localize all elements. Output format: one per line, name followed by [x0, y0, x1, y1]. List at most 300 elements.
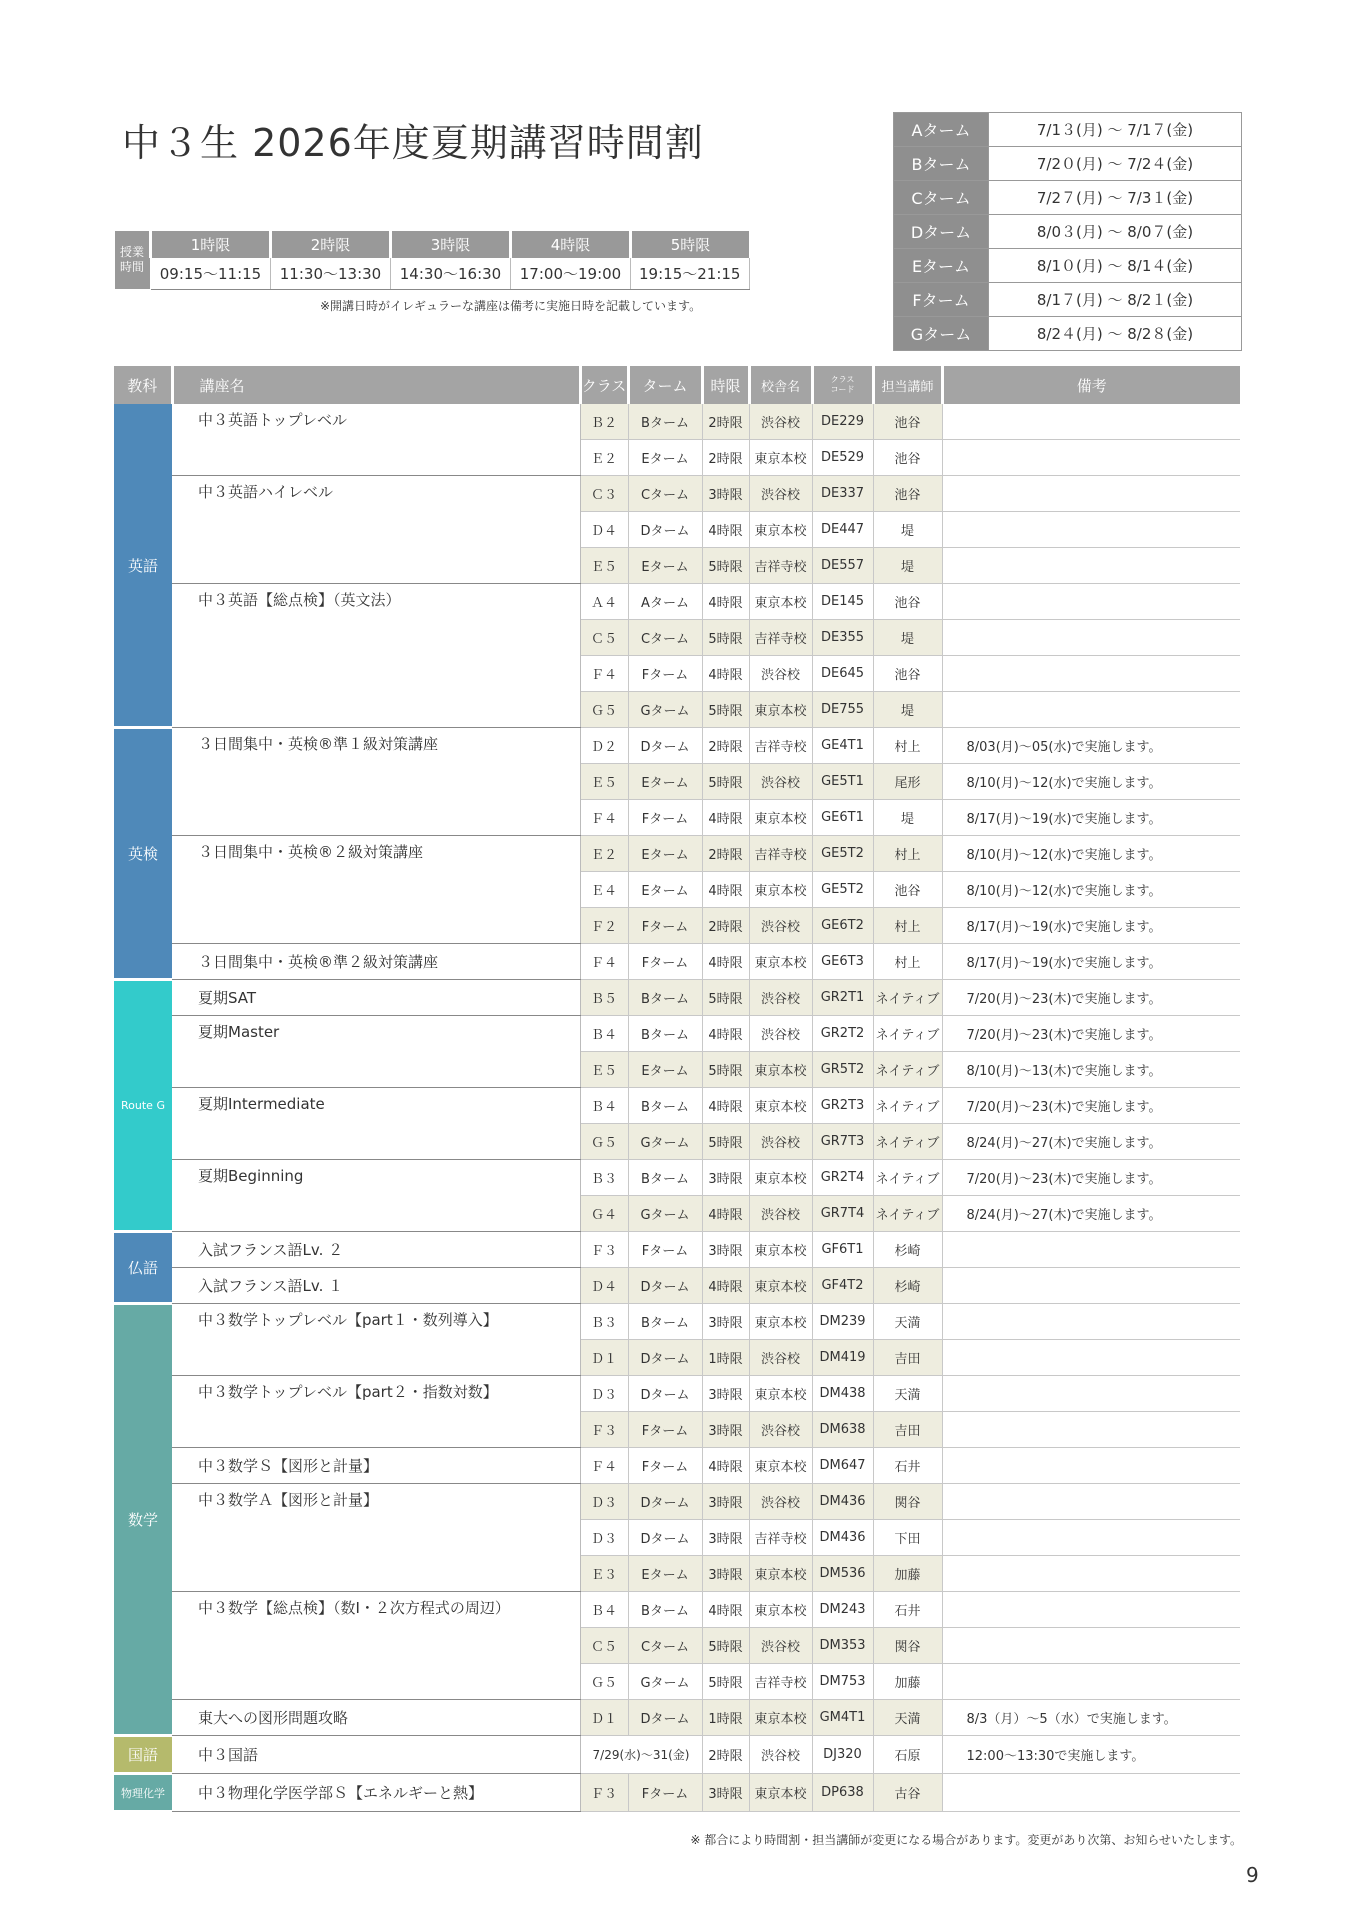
class-cell: Ｄ３ — [580, 1484, 628, 1520]
class-cell: Ｄ３ — [580, 1520, 628, 1556]
teacher-cell: ネイティブ — [873, 1196, 942, 1232]
note-cell — [942, 1376, 1240, 1412]
school-cell: 東京本校 — [749, 1268, 812, 1304]
term-cell: Eターム — [628, 548, 702, 584]
school-cell: 東京本校 — [749, 1304, 812, 1340]
term-cell: Fターム — [628, 908, 702, 944]
period-cell: 2時限 — [702, 728, 749, 764]
subject-cell: 仏語 — [114, 1232, 172, 1304]
teacher-cell: 石原 — [873, 1736, 942, 1774]
code-cell: DM647 — [812, 1448, 873, 1484]
table-row — [114, 404, 1240, 440]
school-cell: 渋谷校 — [749, 1736, 812, 1774]
class-cell: Ｆ４ — [580, 944, 628, 980]
term-cell: Dターム — [628, 1268, 702, 1304]
code-cell: GE6T1 — [812, 800, 873, 836]
course-name: 中３英語【総点検】（英文法） — [172, 584, 580, 728]
term-cell: Fターム — [628, 1232, 702, 1268]
code-cell: DE145 — [812, 584, 873, 620]
period-cell: 3時限 — [702, 1160, 749, 1196]
note-cell: 8/10(月)〜12(水)で実施します。 — [942, 872, 1240, 908]
school-cell: 東京本校 — [749, 1376, 812, 1412]
class-cell: Ｄ３ — [580, 1376, 628, 1412]
header-subject: 教科 — [114, 366, 172, 404]
period-4-time: 17:00〜19:00 — [511, 258, 631, 290]
note-cell — [942, 1412, 1240, 1448]
school-cell: 東京本校 — [749, 584, 812, 620]
school-cell: 東京本校 — [749, 944, 812, 980]
class-cell: Ｅ２ — [580, 836, 628, 872]
school-cell: 吉祥寺校 — [749, 1664, 812, 1700]
term-row — [894, 249, 1242, 283]
class-cell: Ｄ４ — [580, 1268, 628, 1304]
class-cell: Ｇ４ — [580, 1196, 628, 1232]
class-cell: Ｆ３ — [580, 1412, 628, 1448]
class-cell: Ｂ２ — [580, 404, 628, 440]
school-cell: 東京本校 — [749, 1774, 812, 1812]
period-2-name: 2時限 — [271, 231, 391, 258]
school-cell: 渋谷校 — [749, 980, 812, 1016]
note-cell — [942, 1340, 1240, 1376]
code-cell: DM753 — [812, 1664, 873, 1700]
teacher-cell: 古谷 — [873, 1774, 942, 1812]
code-cell: DM239 — [812, 1304, 873, 1340]
course-name: 東大への図形問題攻略 — [172, 1700, 580, 1736]
class-cell: Ｄ１ — [580, 1700, 628, 1736]
table-row — [114, 1160, 1240, 1196]
code-cell: GM4T1 — [812, 1700, 873, 1736]
teacher-cell: 池谷 — [873, 440, 942, 476]
term-row — [894, 317, 1242, 351]
course-name: 中３数学【総点検】（数Ⅰ・２次方程式の周辺） — [172, 1592, 580, 1700]
term-cell: Eターム — [628, 872, 702, 908]
teacher-cell: 吉田 — [873, 1340, 942, 1376]
school-cell: 渋谷校 — [749, 404, 812, 440]
period-cell: 5時限 — [702, 692, 749, 728]
term-cell: Eターム — [628, 1052, 702, 1088]
page-number: 9 — [1246, 1863, 1259, 1887]
class-cell: Ｆ４ — [580, 1448, 628, 1484]
course-name: 中３国語 — [172, 1736, 580, 1774]
table-row — [114, 1268, 1240, 1304]
period-cell: 5時限 — [702, 1124, 749, 1160]
period-cell: 4時限 — [702, 1088, 749, 1124]
code-cell: DE529 — [812, 440, 873, 476]
term-row — [894, 181, 1242, 215]
teacher-cell: 池谷 — [873, 584, 942, 620]
period-cell: 4時限 — [702, 1016, 749, 1052]
period-cell: 2時限 — [702, 836, 749, 872]
teacher-cell: ネイティブ — [873, 1124, 942, 1160]
note-cell: 7/20(月)〜23(木)で実施します。 — [942, 1016, 1240, 1052]
class-cell: Ｆ４ — [580, 800, 628, 836]
table-row — [114, 1304, 1240, 1340]
term-cell: Fターム — [628, 1448, 702, 1484]
code-cell: DE355 — [812, 620, 873, 656]
note-cell — [942, 404, 1240, 440]
header-class-code — [812, 366, 873, 404]
period-cell: 4時限 — [702, 800, 749, 836]
teacher-cell: ネイティブ — [873, 1052, 942, 1088]
teacher-cell: 堤 — [873, 548, 942, 584]
course-name: 夏期Beginning — [172, 1160, 580, 1232]
course-name: 夏期SAT — [172, 980, 580, 1016]
code-cell: GF4T2 — [812, 1268, 873, 1304]
note-cell — [942, 1268, 1240, 1304]
code-cell: GE4T1 — [812, 728, 873, 764]
period-cell: 3時限 — [702, 1774, 749, 1812]
school-cell: 東京本校 — [749, 1448, 812, 1484]
code-cell: DM436 — [812, 1520, 873, 1556]
course-name: 中３英語ハイレベル — [172, 476, 580, 584]
period-cell: 4時限 — [702, 584, 749, 620]
period-table — [114, 230, 750, 290]
school-cell: 東京本校 — [749, 1232, 812, 1268]
code-cell: GR5T2 — [812, 1052, 873, 1088]
school-cell: 吉祥寺校 — [749, 548, 812, 584]
header-class: クラス — [580, 366, 628, 404]
teacher-cell: 石井 — [873, 1592, 942, 1628]
period-5-name: 5時限 — [631, 231, 750, 258]
class-cell: Ｃ５ — [580, 1628, 628, 1664]
note-cell — [942, 1556, 1240, 1592]
class-cell: Ｂ４ — [580, 1088, 628, 1124]
code-cell: GR2T3 — [812, 1088, 873, 1124]
period-cell: 4時限 — [702, 1196, 749, 1232]
term-range: 7/1３(月) 〜 7/1７(金) — [989, 113, 1242, 147]
table-row — [114, 1484, 1240, 1520]
code-cell: DE645 — [812, 656, 873, 692]
note-cell: 8/17(月)〜19(水)で実施します。 — [942, 908, 1240, 944]
term-cell: Cターム — [628, 1628, 702, 1664]
term-cell: Bターム — [628, 1592, 702, 1628]
class-cell: Ｄ２ — [580, 728, 628, 764]
teacher-cell: 堤 — [873, 800, 942, 836]
code-cell: GE5T2 — [812, 836, 873, 872]
course-name: 夏期Master — [172, 1016, 580, 1088]
course-name: ３日間集中・英検®２級対策講座 — [172, 836, 580, 944]
header-code-line2: コード — [830, 385, 855, 394]
term-cell: Dターム — [628, 1520, 702, 1556]
course-name: 中３英語トップレベル — [172, 404, 580, 476]
note-cell: 8/17(月)〜19(水)で実施します。 — [942, 944, 1240, 980]
term-cell: Bターム — [628, 404, 702, 440]
footer-note: ※ 都合により時間割・担当講師が変更になる場合があります。変更があり次第、お知らせいたします。 — [690, 1833, 1242, 1847]
term-row — [894, 147, 1242, 181]
teacher-cell: ネイティブ — [873, 1016, 942, 1052]
school-cell: 渋谷校 — [749, 1628, 812, 1664]
term-cell: Dターム — [628, 1484, 702, 1520]
period-1-name: 1時限 — [151, 231, 271, 258]
teacher-cell: 加藤 — [873, 1664, 942, 1700]
term-table — [893, 112, 1242, 351]
class-cell: Ｇ５ — [580, 692, 628, 728]
note-cell — [942, 656, 1240, 692]
table-row — [114, 1088, 1240, 1124]
teacher-cell: 尾形 — [873, 764, 942, 800]
note-cell — [942, 476, 1240, 512]
teacher-cell: 村上 — [873, 908, 942, 944]
school-cell: 東京本校 — [749, 1700, 812, 1736]
period-cell: 5時限 — [702, 1052, 749, 1088]
school-cell: 東京本校 — [749, 1160, 812, 1196]
teacher-cell: 池谷 — [873, 872, 942, 908]
term-cell: Gターム — [628, 1664, 702, 1700]
code-cell: DE447 — [812, 512, 873, 548]
table-row — [114, 1736, 1240, 1774]
period-cell: 3時限 — [702, 1412, 749, 1448]
school-cell: 東京本校 — [749, 1088, 812, 1124]
term-cell: Dターム — [628, 1700, 702, 1736]
teacher-cell: ネイティブ — [873, 980, 942, 1016]
school-cell: 東京本校 — [749, 872, 812, 908]
term-cell: Aターム — [628, 584, 702, 620]
school-cell: 渋谷校 — [749, 1196, 812, 1232]
period-cell: 3時限 — [702, 476, 749, 512]
term-cell: Cターム — [628, 620, 702, 656]
code-cell: DE337 — [812, 476, 873, 512]
period-1-time: 09:15〜11:15 — [151, 258, 271, 290]
note-cell: 8/24(月)〜27(木)で実施します。 — [942, 1196, 1240, 1232]
note-cell — [942, 1592, 1240, 1628]
school-cell: 東京本校 — [749, 512, 812, 548]
period-cell: 2時限 — [702, 404, 749, 440]
code-cell: DM436 — [812, 1484, 873, 1520]
period-label-line2: 時間 — [119, 259, 144, 274]
period-cell: 3時限 — [702, 1520, 749, 1556]
teacher-cell: 関谷 — [873, 1484, 942, 1520]
course-name: 入試フランス語Lv. １ — [172, 1268, 580, 1304]
code-cell: GR7T4 — [812, 1196, 873, 1232]
note-cell — [942, 1304, 1240, 1340]
term-range: 8/1０(月) 〜 8/1４(金) — [989, 249, 1242, 283]
period-cell: 4時限 — [702, 944, 749, 980]
note-cell: 8/17(月)〜19(水)で実施します。 — [942, 800, 1240, 836]
term-cell: Bターム — [628, 1304, 702, 1340]
term-cell: Gターム — [628, 1196, 702, 1232]
code-cell: GE6T3 — [812, 944, 873, 980]
term-cell: Eターム — [628, 836, 702, 872]
code-cell: DM638 — [812, 1412, 873, 1448]
class-cell: Ｃ５ — [580, 620, 628, 656]
note-cell: 8/3（月）〜5（水）で実施します。 — [942, 1700, 1240, 1736]
term-cell: Eターム — [628, 764, 702, 800]
course-name: 中３数学トップレベル【part１・数列導入】 — [172, 1304, 580, 1376]
period-cell: 2時限 — [702, 440, 749, 476]
note-cell — [942, 1664, 1240, 1700]
note-cell — [942, 440, 1240, 476]
term-row — [894, 113, 1242, 147]
term-range: 8/2４(月) 〜 8/2８(金) — [989, 317, 1242, 351]
school-cell: 渋谷校 — [749, 476, 812, 512]
subject-cell: 国語 — [114, 1736, 172, 1774]
course-name: 中３数学Ａ【図形と計量】 — [172, 1484, 580, 1592]
note-cell: 7/20(月)〜23(木)で実施します。 — [942, 1088, 1240, 1124]
school-cell: 吉祥寺校 — [749, 728, 812, 764]
subject-cell: 英語 — [114, 404, 172, 728]
class-cell: Ｂ４ — [580, 1592, 628, 1628]
school-cell: 渋谷校 — [749, 1412, 812, 1448]
note-cell: 8/24(月)〜27(木)で実施します。 — [942, 1124, 1240, 1160]
term-cell: Eターム — [628, 1556, 702, 1592]
code-cell: DP638 — [812, 1774, 873, 1812]
header-course: 講座名 — [172, 366, 580, 404]
teacher-cell: 関谷 — [873, 1628, 942, 1664]
term-cell: Dターム — [628, 728, 702, 764]
term-cell: Fターム — [628, 800, 702, 836]
term-row — [894, 283, 1242, 317]
period-cell: 5時限 — [702, 548, 749, 584]
course-name: 中３数学Ｓ【図形と計量】 — [172, 1448, 580, 1484]
term-cell: Cターム — [628, 476, 702, 512]
class-cell: Ｇ５ — [580, 1664, 628, 1700]
table-row — [114, 584, 1240, 620]
table-row — [114, 1232, 1240, 1268]
school-cell: 東京本校 — [749, 440, 812, 476]
period-cell: 4時限 — [702, 872, 749, 908]
period-cell: 3時限 — [702, 1376, 749, 1412]
term-range: 8/0３(月) 〜 8/0７(金) — [989, 215, 1242, 249]
school-cell: 渋谷校 — [749, 908, 812, 944]
school-cell: 東京本校 — [749, 800, 812, 836]
teacher-cell: 下田 — [873, 1520, 942, 1556]
teacher-cell: 天満 — [873, 1700, 942, 1736]
period-cell: 3時限 — [702, 1304, 749, 1340]
class-cell: Ｅ５ — [580, 764, 628, 800]
note-cell: 8/10(月)〜12(水)で実施します。 — [942, 764, 1240, 800]
class-cell: Ｅ２ — [580, 440, 628, 476]
term-name: Fターム — [894, 283, 989, 317]
code-cell: DE557 — [812, 548, 873, 584]
course-name: ３日間集中・英検®準１級対策講座 — [172, 728, 580, 836]
period-cell: 3時限 — [702, 1484, 749, 1520]
period-cell: 2時限 — [702, 908, 749, 944]
class-cell: Ｂ５ — [580, 980, 628, 1016]
code-cell: DE229 — [812, 404, 873, 440]
class-cell: Ｆ３ — [580, 1774, 628, 1812]
period-cell: 4時限 — [702, 1268, 749, 1304]
code-cell: GF6T1 — [812, 1232, 873, 1268]
note-cell — [942, 1774, 1240, 1812]
school-cell: 東京本校 — [749, 692, 812, 728]
term-range: 7/2０(月) 〜 7/2４(金) — [989, 147, 1242, 181]
term-cell: Fターム — [628, 1412, 702, 1448]
class-cell: Ｂ３ — [580, 1160, 628, 1196]
header-period: 時限 — [702, 366, 749, 404]
table-row — [114, 1448, 1240, 1484]
class-cell: Ｅ５ — [580, 548, 628, 584]
table-row — [114, 1700, 1240, 1736]
header-school: 校舎名 — [749, 366, 812, 404]
period-3-name: 3時限 — [391, 231, 511, 258]
school-cell: 吉祥寺校 — [749, 1520, 812, 1556]
teacher-cell: 池谷 — [873, 656, 942, 692]
teacher-cell: 堤 — [873, 620, 942, 656]
note-cell — [942, 1628, 1240, 1664]
class-cell: Ｄ１ — [580, 1340, 628, 1376]
note-cell — [942, 512, 1240, 548]
teacher-cell: 村上 — [873, 944, 942, 980]
teacher-cell: 吉田 — [873, 1412, 942, 1448]
term-cell: Gターム — [628, 1124, 702, 1160]
teacher-cell: 池谷 — [873, 404, 942, 440]
code-cell: DM243 — [812, 1592, 873, 1628]
class-cell: Ｇ５ — [580, 1124, 628, 1160]
period-cell: 5時限 — [702, 1628, 749, 1664]
class-cell: Ｃ３ — [580, 476, 628, 512]
class-cell: Ｂ４ — [580, 1016, 628, 1052]
teacher-cell: 天満 — [873, 1304, 942, 1340]
term-cell: Gターム — [628, 692, 702, 728]
school-cell: 渋谷校 — [749, 1484, 812, 1520]
school-cell: 渋谷校 — [749, 764, 812, 800]
note-cell: 7/20(月)〜23(木)で実施します。 — [942, 980, 1240, 1016]
header-teacher: 担当講師 — [873, 366, 942, 404]
header-code-line1: クラス — [830, 375, 855, 384]
class-cell: Ｄ４ — [580, 512, 628, 548]
table-row — [114, 476, 1240, 512]
class-cell: Ｅ４ — [580, 872, 628, 908]
code-cell: GR2T4 — [812, 1160, 873, 1196]
class-cell: Ｆ２ — [580, 908, 628, 944]
subject-cell: 物理化学 — [114, 1774, 172, 1812]
period-cell: 5時限 — [702, 980, 749, 1016]
term-range: 8/1７(月) 〜 8/2１(金) — [989, 283, 1242, 317]
note-cell — [942, 1232, 1240, 1268]
table-row — [114, 980, 1240, 1016]
header-term: ターム — [628, 366, 702, 404]
code-cell: GE6T2 — [812, 908, 873, 944]
period-cell: 5時限 — [702, 764, 749, 800]
period-cell: 4時限 — [702, 512, 749, 548]
course-name: 中３物理化学医学部Ｓ【エネルギーと熱】 — [172, 1774, 580, 1812]
teacher-cell: ネイティブ — [873, 1088, 942, 1124]
teacher-cell: 杉崎 — [873, 1232, 942, 1268]
teacher-cell: 村上 — [873, 728, 942, 764]
table-row — [114, 944, 1240, 980]
school-cell: 渋谷校 — [749, 1016, 812, 1052]
note-cell: 7/20(月)〜23(木)で実施します。 — [942, 1160, 1240, 1196]
period-cell: 5時限 — [702, 1664, 749, 1700]
note-cell — [942, 548, 1240, 584]
note-cell: 12:00〜13:30で実施します。 — [942, 1736, 1240, 1774]
subject-cell: 数学 — [114, 1304, 172, 1736]
term-name: Bターム — [894, 147, 989, 181]
subject-cell: Route G — [114, 980, 172, 1232]
class-cell: Ｂ３ — [580, 1304, 628, 1340]
term-name: Cターム — [894, 181, 989, 215]
class-cell: Ａ４ — [580, 584, 628, 620]
note-cell: 8/03(月)〜05(水)で実施します。 — [942, 728, 1240, 764]
page-title: 中３生 2026年度夏期講習時間割 — [122, 121, 704, 165]
term-cell: Eターム — [628, 440, 702, 476]
period-2-time: 11:30〜13:30 — [271, 258, 391, 290]
school-cell: 東京本校 — [749, 1556, 812, 1592]
teacher-cell: ネイティブ — [873, 1160, 942, 1196]
note-cell — [942, 1484, 1240, 1520]
term-cell: Fターム — [628, 1774, 702, 1812]
term-name: Dターム — [894, 215, 989, 249]
term-cell: Dターム — [628, 1376, 702, 1412]
period-cell: 1時限 — [702, 1340, 749, 1376]
note-cell — [942, 620, 1240, 656]
period-cell: 1時限 — [702, 1700, 749, 1736]
school-cell: 東京本校 — [749, 1592, 812, 1628]
term-name: Aターム — [894, 113, 989, 147]
class-cell: Ｅ３ — [580, 1556, 628, 1592]
class-cell: 7/29(水)〜31(金) — [580, 1736, 702, 1774]
school-cell: 渋谷校 — [749, 1124, 812, 1160]
